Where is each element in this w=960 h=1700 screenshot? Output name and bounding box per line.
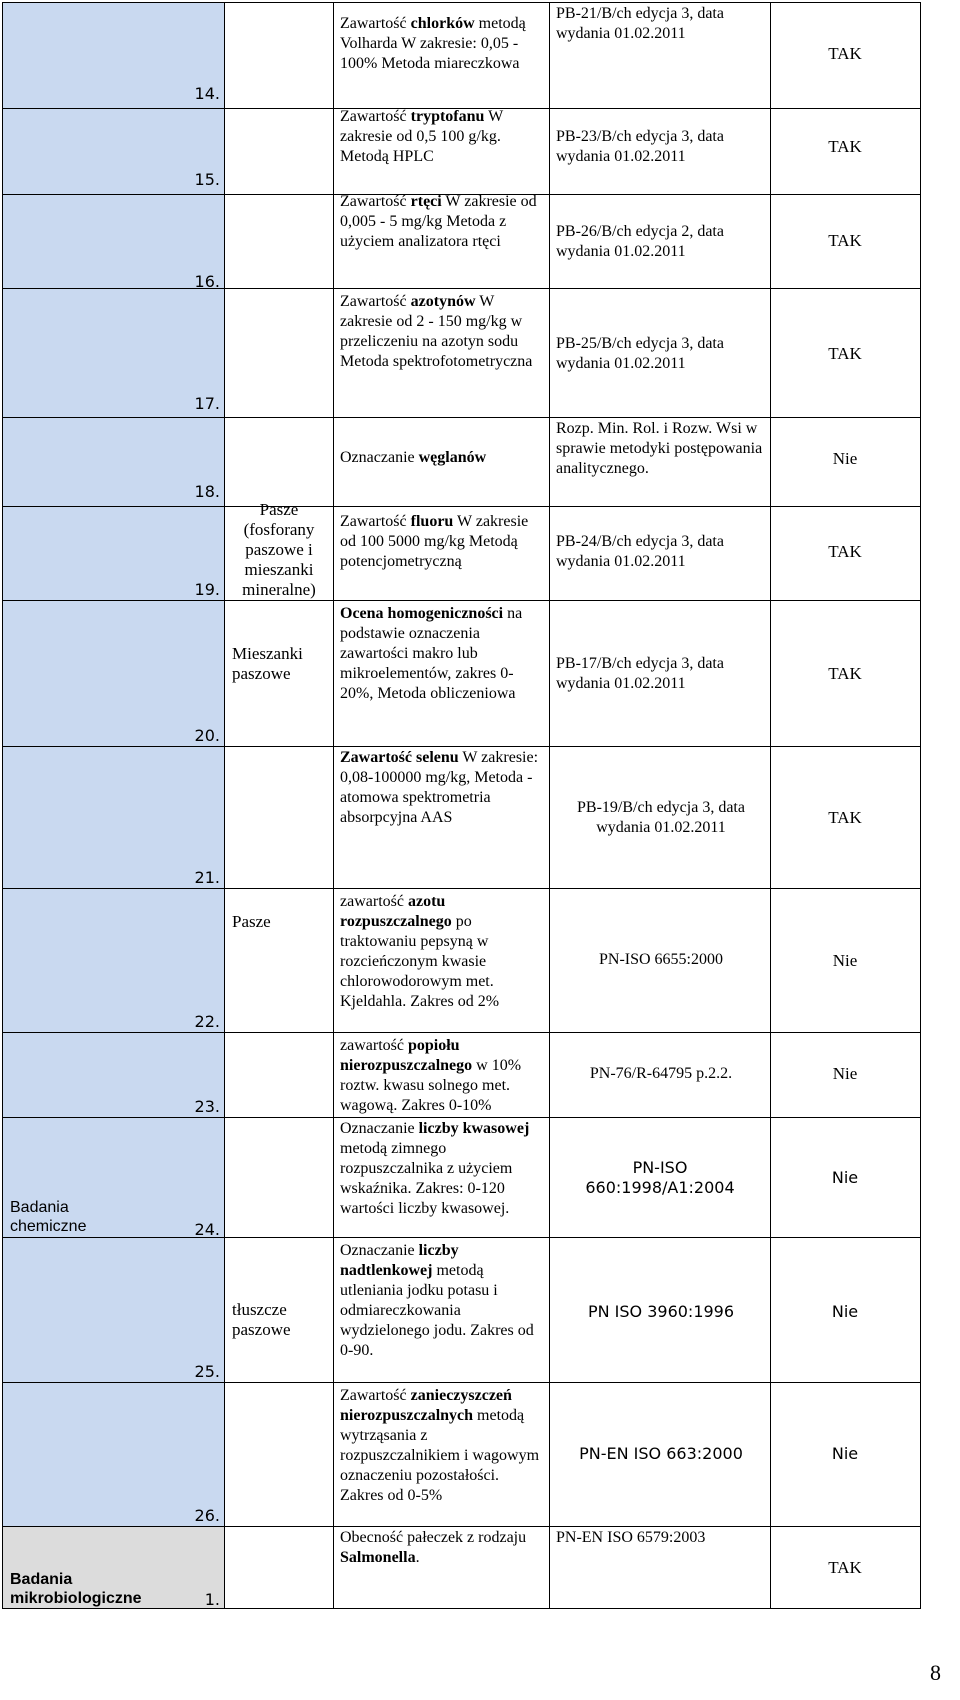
scope-cell: Zawartość tryptofanu W zakresie od 0,5 100 g/kg. Metodą HPLC — [340, 108, 503, 165]
row-number: 1. — [204, 1590, 220, 1609]
standard-cell: PB-19/B/ch edycja 3, data wydania 01.02.2011 — [577, 799, 745, 836]
row-number: 16. — [194, 272, 220, 291]
scope-cell: Zawartość chlorków metodą Volharda W zakresie: 0,05 - 100% Metoda miareczkowa — [340, 15, 526, 72]
scope-cell: Oznaczanie liczby kwasowej metodą zimnego rozpuszczalnika z użyciem wskaźnika. Zakres: 0-120 wartości liczby kwasowej. — [340, 1120, 530, 1217]
standard-cell: PB-17/B/ch edycja 3, data wydania 01.02.2011 — [556, 655, 724, 692]
accreditation-cell: Nie — [831, 1302, 859, 1321]
row-line — [2, 1382, 921, 1383]
row-line — [2, 1237, 921, 1238]
standard-cell: PB-24/B/ch edycja 3, data wydania 01.02.2011 — [556, 533, 724, 570]
standard-cell: PB-21/B/ch edycja 3, data wydania 01.02.2011 — [556, 5, 724, 42]
col-line-1 — [224, 2, 225, 1608]
scope-cell: zawartość azotu rozpuszczalnego po traktowaniu pepsyną w rozcieńczonym kwasie chlorowodorowym met. Kjeldahla. Zakres od 2% — [340, 893, 500, 1010]
row-line — [2, 506, 921, 507]
scope-cell: Oznaczanie liczby nadtlenkowej metodą utleniania jodku potasu i odmiareczkowania wydzielonego jodu. Zakres od 0-90. — [340, 1242, 534, 1359]
row-number: 17. — [194, 394, 220, 413]
standard-cell: PN ISO 3960:1996 — [587, 1302, 735, 1321]
scope-cell: Zawartość zanieczyszczeń nierozpuszczalnych metodą wytrząsania z rozpuszczalnikiem i wagowym oznaczeniu pozostałości. Zakres od 0-5% — [340, 1387, 540, 1504]
accreditation-cell: TAK — [828, 1558, 862, 1577]
row-number: 19. — [194, 580, 220, 599]
row-line — [2, 746, 921, 747]
accreditation-cell: Nie — [832, 1064, 858, 1083]
accreditation-cell: Nie — [831, 1168, 859, 1187]
row-number: 22. — [194, 1012, 220, 1031]
standard-cell: PN-76/R-64795 p.2.2. — [589, 1065, 733, 1082]
table-border-left — [2, 2, 3, 1608]
standard-cell: PB-23/B/ch edycja 3, data wydania 01.02.2011 — [556, 128, 724, 165]
scope-cell: Ocena homogeniczności na podstawie oznaczenia zawartości makro lub mikroelementów, zakres 0-20%, Metoda obliczeniowa — [340, 605, 523, 702]
row-line — [2, 417, 921, 418]
accreditation-cell: TAK — [828, 44, 862, 63]
standard-cell: PB-26/B/ch edycja 2, data wydania 01.02.2011 — [556, 223, 724, 260]
row-line-top — [2, 2, 921, 3]
row-line — [2, 288, 921, 289]
category-chemical: Badania chemiczne — [10, 1199, 87, 1235]
subject-feed: Pasze — [232, 912, 271, 931]
standard-cell: PB-25/B/ch edycja 3, data wydania 01.02.2011 — [556, 335, 724, 372]
row-number: 18. — [194, 482, 220, 501]
col-line-2 — [333, 2, 334, 1608]
row-number: 14. — [194, 84, 220, 103]
accreditation-cell: TAK — [828, 542, 862, 561]
row-line — [224, 600, 334, 601]
scope-cell: Zawartość azotynów W zakresie od 2 - 150 mg/kg w przeliczeniu na azotyn sodu Metoda spektrofotometryczna — [340, 293, 533, 370]
row-line — [2, 1526, 921, 1527]
standard-cell: PN-ISO 6655:2000 — [598, 951, 723, 968]
row-number: 21. — [194, 868, 220, 887]
standard-cell: Rozp. Min. Rol. i Rozw. Wsi w sprawie metodyki postępowania analitycznego. — [556, 420, 763, 477]
scope-cell: zawartość popiołu nierozpuszczalnego w 10% roztw. kwasu solnego met. wagową. Zakres 0-10% — [340, 1037, 522, 1114]
col-line-3 — [549, 2, 550, 1608]
row-number: 20. — [194, 726, 220, 745]
category-microbiological: Badania mikrobiologiczne — [10, 1571, 142, 1607]
row-number: 26. — [194, 1506, 220, 1525]
page-number: 8 — [930, 1660, 941, 1685]
accreditation-cell: TAK — [828, 137, 862, 156]
scope-cell: Obecność pałeczek z rodzaju Salmonella. — [340, 1529, 527, 1566]
row-line-bottom — [2, 1608, 921, 1609]
scope-cell: Zawartość fluoru W zakresie od 100 5000 mg/kg Metodą potencjometryczną — [340, 513, 529, 570]
accreditation-cell: Nie — [832, 449, 858, 468]
col-line-4 — [770, 2, 771, 1608]
row-line — [2, 1032, 921, 1033]
row-number: 25. — [194, 1362, 220, 1381]
row-number: 24. — [194, 1220, 220, 1239]
accreditation-cell: TAK — [828, 808, 862, 827]
row-line — [2, 1117, 921, 1118]
accreditation-cell: Nie — [831, 1444, 859, 1463]
row-line — [2, 888, 921, 889]
scope-cell: Oznaczanie węglanów — [340, 449, 487, 466]
scope-cell: Zawartość rtęci W zakresie od 0,005 - 5 mg/kg Metoda z użyciem analizatora rtęci — [340, 193, 537, 250]
scope-cell: Zawartość selenu W zakresie: 0,08-100000 mg/kg, Metoda - atomowa spektrometria absorpcyjna AAS — [340, 749, 539, 826]
subject-compound-feed: Mieszanki paszowe — [232, 644, 303, 683]
accreditation-cell: TAK — [828, 344, 862, 363]
table-border-right — [920, 2, 921, 1608]
accreditation-cell: Nie — [832, 951, 858, 970]
accreditation-cell: TAK — [828, 664, 862, 683]
standard-cell: PN-EN ISO 6579:2003 — [556, 1529, 706, 1546]
accreditation-cell: TAK — [828, 231, 862, 250]
standard-cell: PN-EN ISO 663:2000 — [579, 1444, 743, 1463]
row-number: 15. — [194, 170, 220, 189]
subject-phosphates: Pasze (fosforany paszowe i mieszanki mineralne) — [242, 500, 316, 599]
chemical-category-shade — [2, 2, 224, 1526]
row-line — [2, 600, 921, 601]
subject-feed-fats: tłuszcze paszowe — [232, 1300, 291, 1339]
standard-cell: PN-ISO 660:1998/A1:2004 — [585, 1158, 735, 1197]
row-number: 23. — [194, 1097, 220, 1116]
